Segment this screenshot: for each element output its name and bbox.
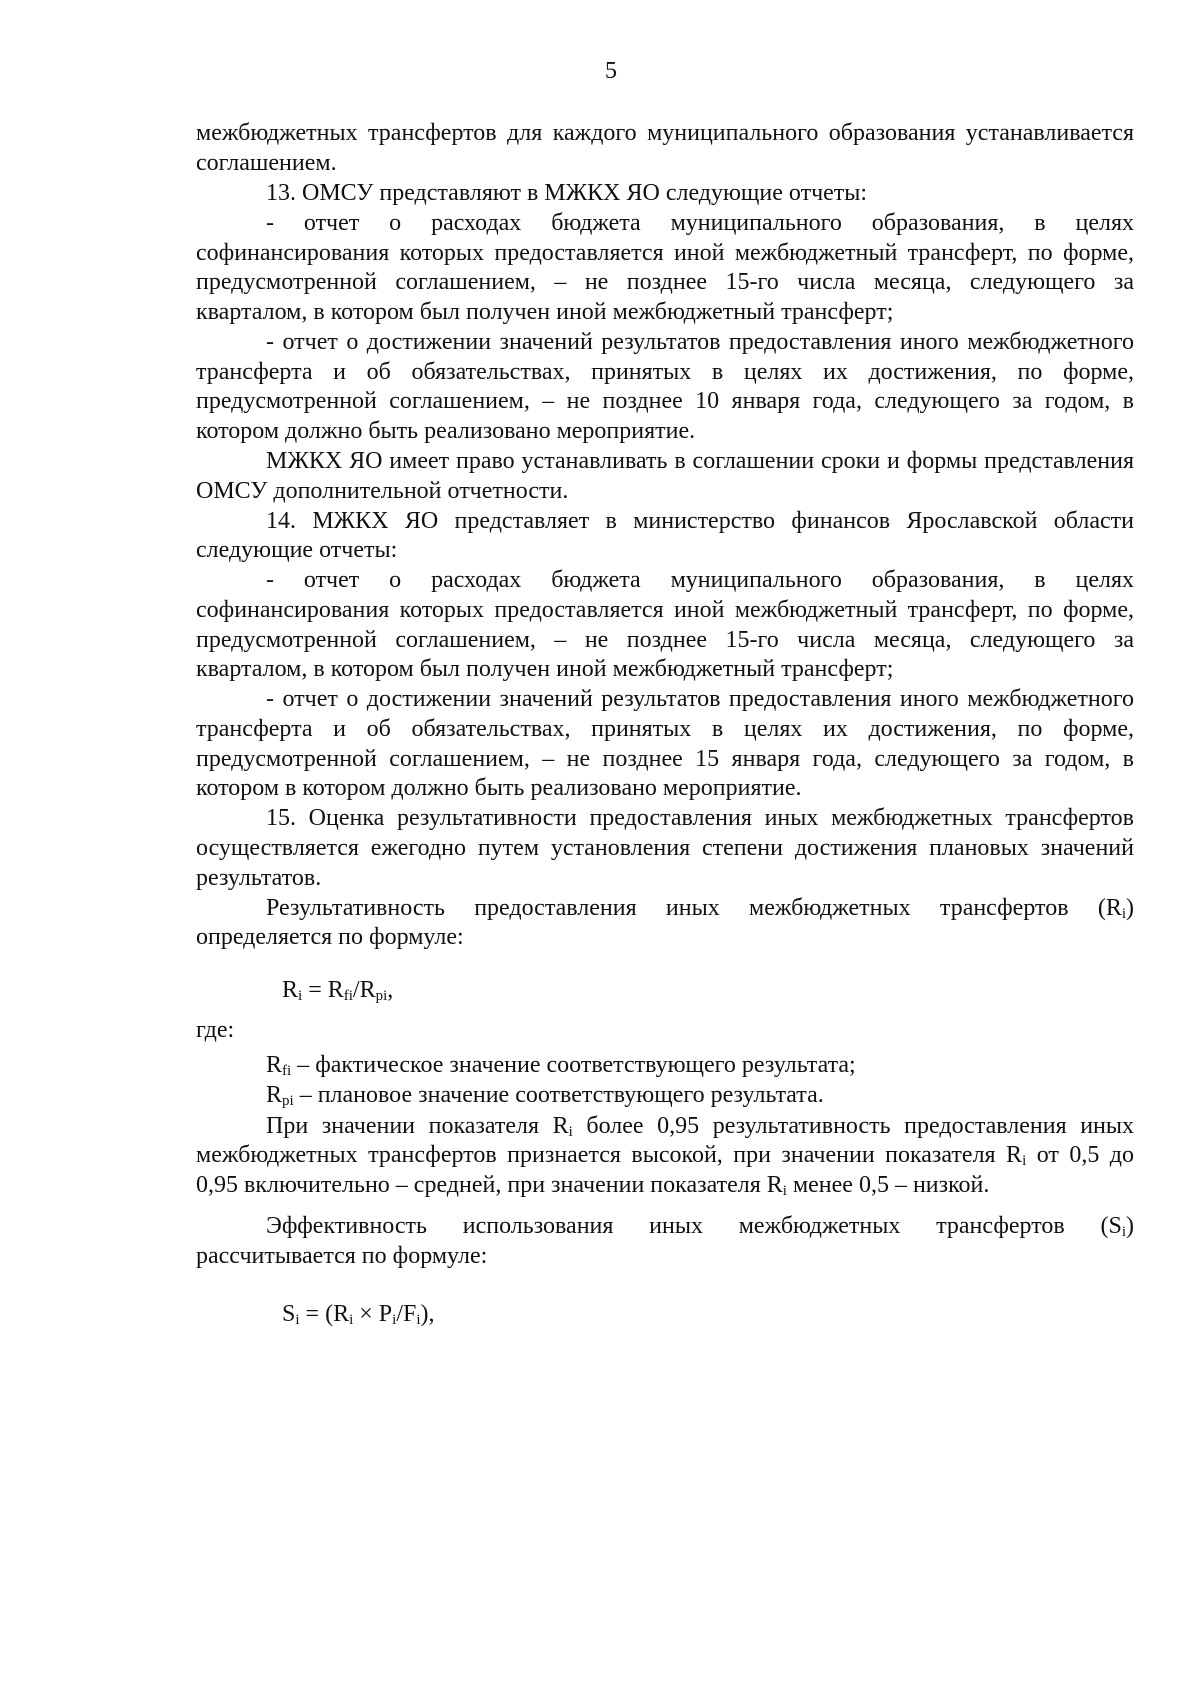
paragraph-additional-reporting: МЖКХ ЯО имеет право устанавливать в соглашении сроки и формы представления ОМСУ дополнительной отчетности. <box>196 447 1134 504</box>
paragraph-item-13: 13. ОМСУ представляют в МЖКХ ЯО следующие отчеты: <box>266 179 868 206</box>
definition-rfi: $R_{fi}$ – фактическое значение соответствующего результата; <box>266 1052 856 1080</box>
paragraph-efficiency-intro: Эффективность использования иных межбюджетных трансфертов $(S_i)$ рассчитывается по формуле: <box>196 1213 1134 1269</box>
formula-ri: $R_i = R_{fi}/R_{pi}$, <box>282 976 394 1004</box>
paragraph-assessment: При значении показателя $R_i$ более 0,95 результативность предоставления иных межбюджетных трансфертов признается высокой, при значении показателя $R_i$ от 0,5 до 0,95 включительно – средней, при значении показателя $R_i$ менее 0,5 – низкой. <box>196 1112 1135 1199</box>
paragraph-item-15: 15. Оценка результативности предоставления иных межбюджетных трансфертов осуществляется ежегодно путем установления степени достижения плановых значений результатов. <box>196 805 1134 891</box>
definition-rpi: $R_{pi}$ – плановое значение соответствующего результата. <box>266 1082 824 1110</box>
where-label: где: <box>196 1016 235 1043</box>
paragraph-report-expenses-omsu: - отчет о расходах бюджета муниципального образования, в целях софинансирования которых предоставляется иной межбюджетный трансферт, по форме, предусмотренной соглашением, – не позднее 15-го числа месяца, следующего за кварталом, в котором был получен иной межбюджетный трансферт; <box>196 209 1134 325</box>
paragraph-report-expenses-ministry: - отчет о расходах бюджета муниципального образования, в целях софинансирования которых предоставляется иной межбюджетный трансферт, по форме, предусмотренной соглашением, – не позднее 15-го числа месяца, следующего за кварталом, в котором был получен иной межбюджетный трансферт; <box>196 567 1134 683</box>
paragraph-item-14: 14. МЖКХ ЯО представляет в министерство финансов Ярославской области следующие отчеты: <box>196 507 1134 564</box>
formula-si: $S_i = (R_i \times P_i/F_i)$, <box>282 1300 435 1328</box>
paragraph-continuation: межбюджетных трансфертов для каждого муниципального образования устанавливается соглашением. <box>196 120 1134 176</box>
page-number: 5 <box>605 58 617 84</box>
paragraph-report-results-omsu: - отчет о достижении значений результатов предоставления иного межбюджетного трансферта и об обязательствах, принятых в целях их достижения, по форме, предусмотренной соглашением, – не позднее 10 января года, следующего за годом, в котором должно быть реализовано мероприятие. <box>196 328 1134 444</box>
paragraph-result-intro: Результативность предоставления иных межбюджетных трансфертов $(R_i)$ определяется по формуле: <box>196 894 1134 951</box>
paragraph-report-results-ministry: - отчет о достижении значений результатов предоставления иного межбюджетного трансферта и об обязательствах, принятых в целях их достижения, по форме, предусмотренной соглашением, – не позднее 15 января года, следующего за годом, в котором в котором должно быть реализовано мероприятие. <box>196 686 1134 802</box>
document-body <box>196 119 1134 1330</box>
